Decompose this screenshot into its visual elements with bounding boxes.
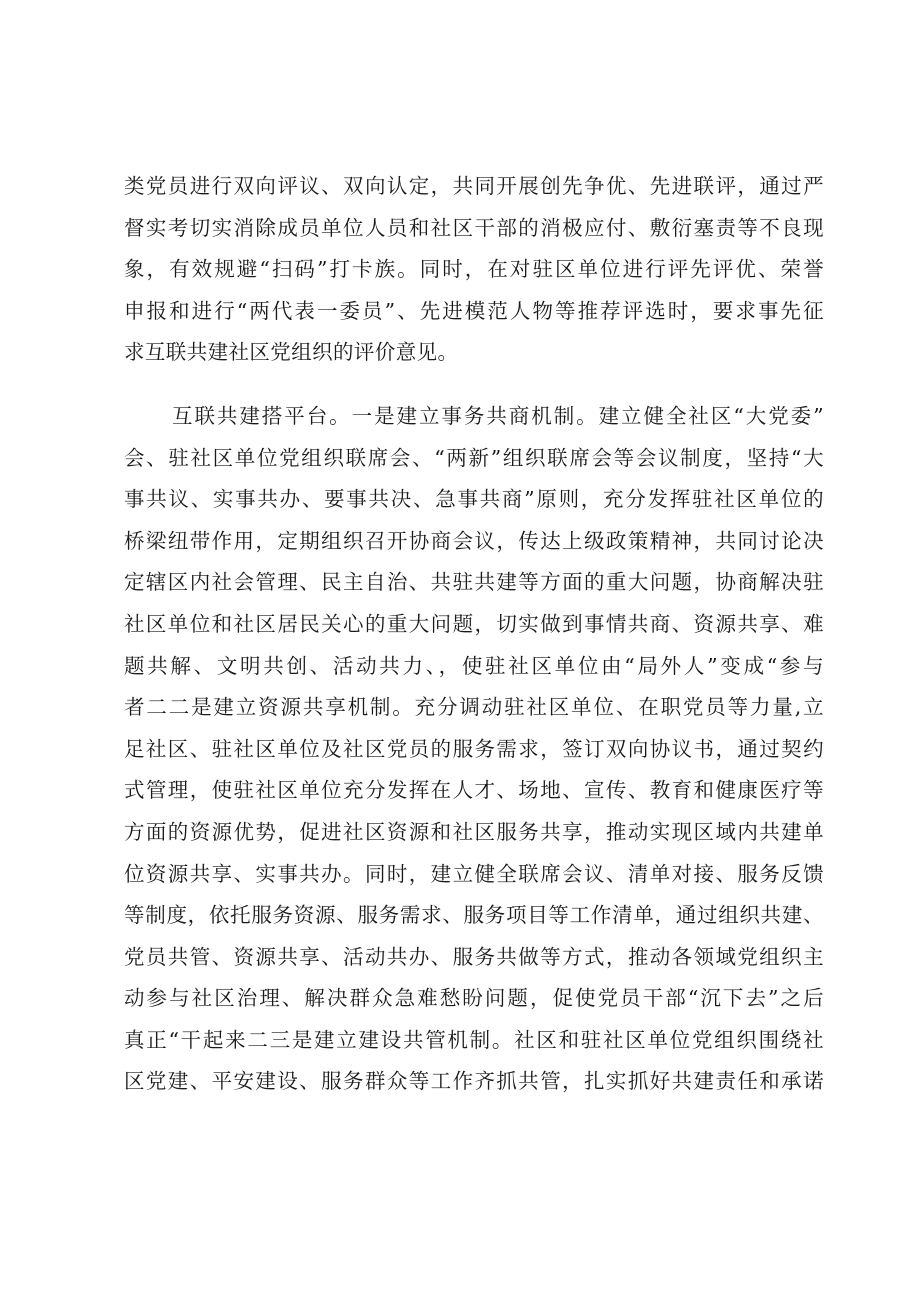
- text-line: 位资源共享、实事共办。同时，建立健全联席会议、清单对接、服务反馈: [124, 861, 824, 886]
- paragraph-1: [124, 166, 824, 374]
- text-line: 党员共管、资源共享、活动共办、服务共做等方式，推动各领域党组织主: [124, 944, 824, 969]
- text-line: 申报和进行“两代表一委员”、先进模范人物等推荐评选时，要求事先征: [124, 298, 824, 323]
- text-line: 督实考切实消除成员单位人员和社区干部的消极应付、敷衍塞责等不良现: [124, 215, 824, 240]
- text-line: 足社区、驻社区单位及社区党员的服务需求，签订双向协议书，通过契约: [124, 736, 824, 761]
- text-line: 区党建、平安建设、服务群众等工作齐抓共管，扎实抓好共建责任和承诺: [124, 1069, 824, 1094]
- document-body: [124, 166, 824, 1103]
- text-line: 互联共建搭平台。一是建立事务共商机制。建立健全社区“大党委”: [172, 403, 824, 428]
- text-line: 真正“干起来二三是建立建设共管机制。社区和驻社区单位党组织围绕社: [124, 1027, 824, 1052]
- text-line: 式管理，使驻社区单位充分发挥在人才、场地、宣传、教育和健康医疗等: [124, 778, 824, 803]
- text-line: 者二二是建立资源共享机制。充分调动驻社区单位、在职党员等力量,立: [124, 695, 824, 720]
- text-line: 会、驻社区单位党组织联席会、“两新”组织联席会等会议制度，坚持“大: [124, 445, 824, 470]
- text-line: 事共议、实事共办、要事共决、急事共商”原则，充分发挥驻社区单位的: [124, 487, 824, 512]
- text-line: 求互联共建社区党组织的评价意见。: [124, 340, 459, 365]
- text-line: 定辖区内社会管理、民主自治、共驻共建等方面的重大问题，协商解决驻: [124, 570, 824, 595]
- text-line: 题共解、文明共创、活动共力、，使驻社区单位由“局外人”变成“参与: [124, 653, 824, 678]
- text-line: 类党员进行双向评议、双向认定，共同开展创先争优、先进联评，通过严: [124, 174, 824, 198]
- text-line: 桥梁纽带作用，定期组织召开协商会议，传达上级政策精神，共同讨论决: [124, 528, 824, 553]
- text-line: 象，有效规避“扫码”打卡族。同时，在对驻区单位进行评先评优、荣誉: [124, 257, 824, 282]
- text-line: 动参与社区治理、解决群众急难愁盼问题，促使党员干部“沉下去”之后: [124, 986, 824, 1011]
- paragraph-spacer: [124, 374, 824, 396]
- text-line: 等制度，依托服务资源、服务需求、服务项目等工作清单，通过组织共建、: [124, 903, 824, 928]
- text-line: 方面的资源优势，促进社区资源和社区服务共享，推动实现区域内共建单: [124, 819, 824, 844]
- paragraph-2: [124, 396, 824, 1103]
- text-line: 社区单位和社区居民关心的重大问题，切实做到事情共商、资源共享、难: [124, 611, 824, 636]
